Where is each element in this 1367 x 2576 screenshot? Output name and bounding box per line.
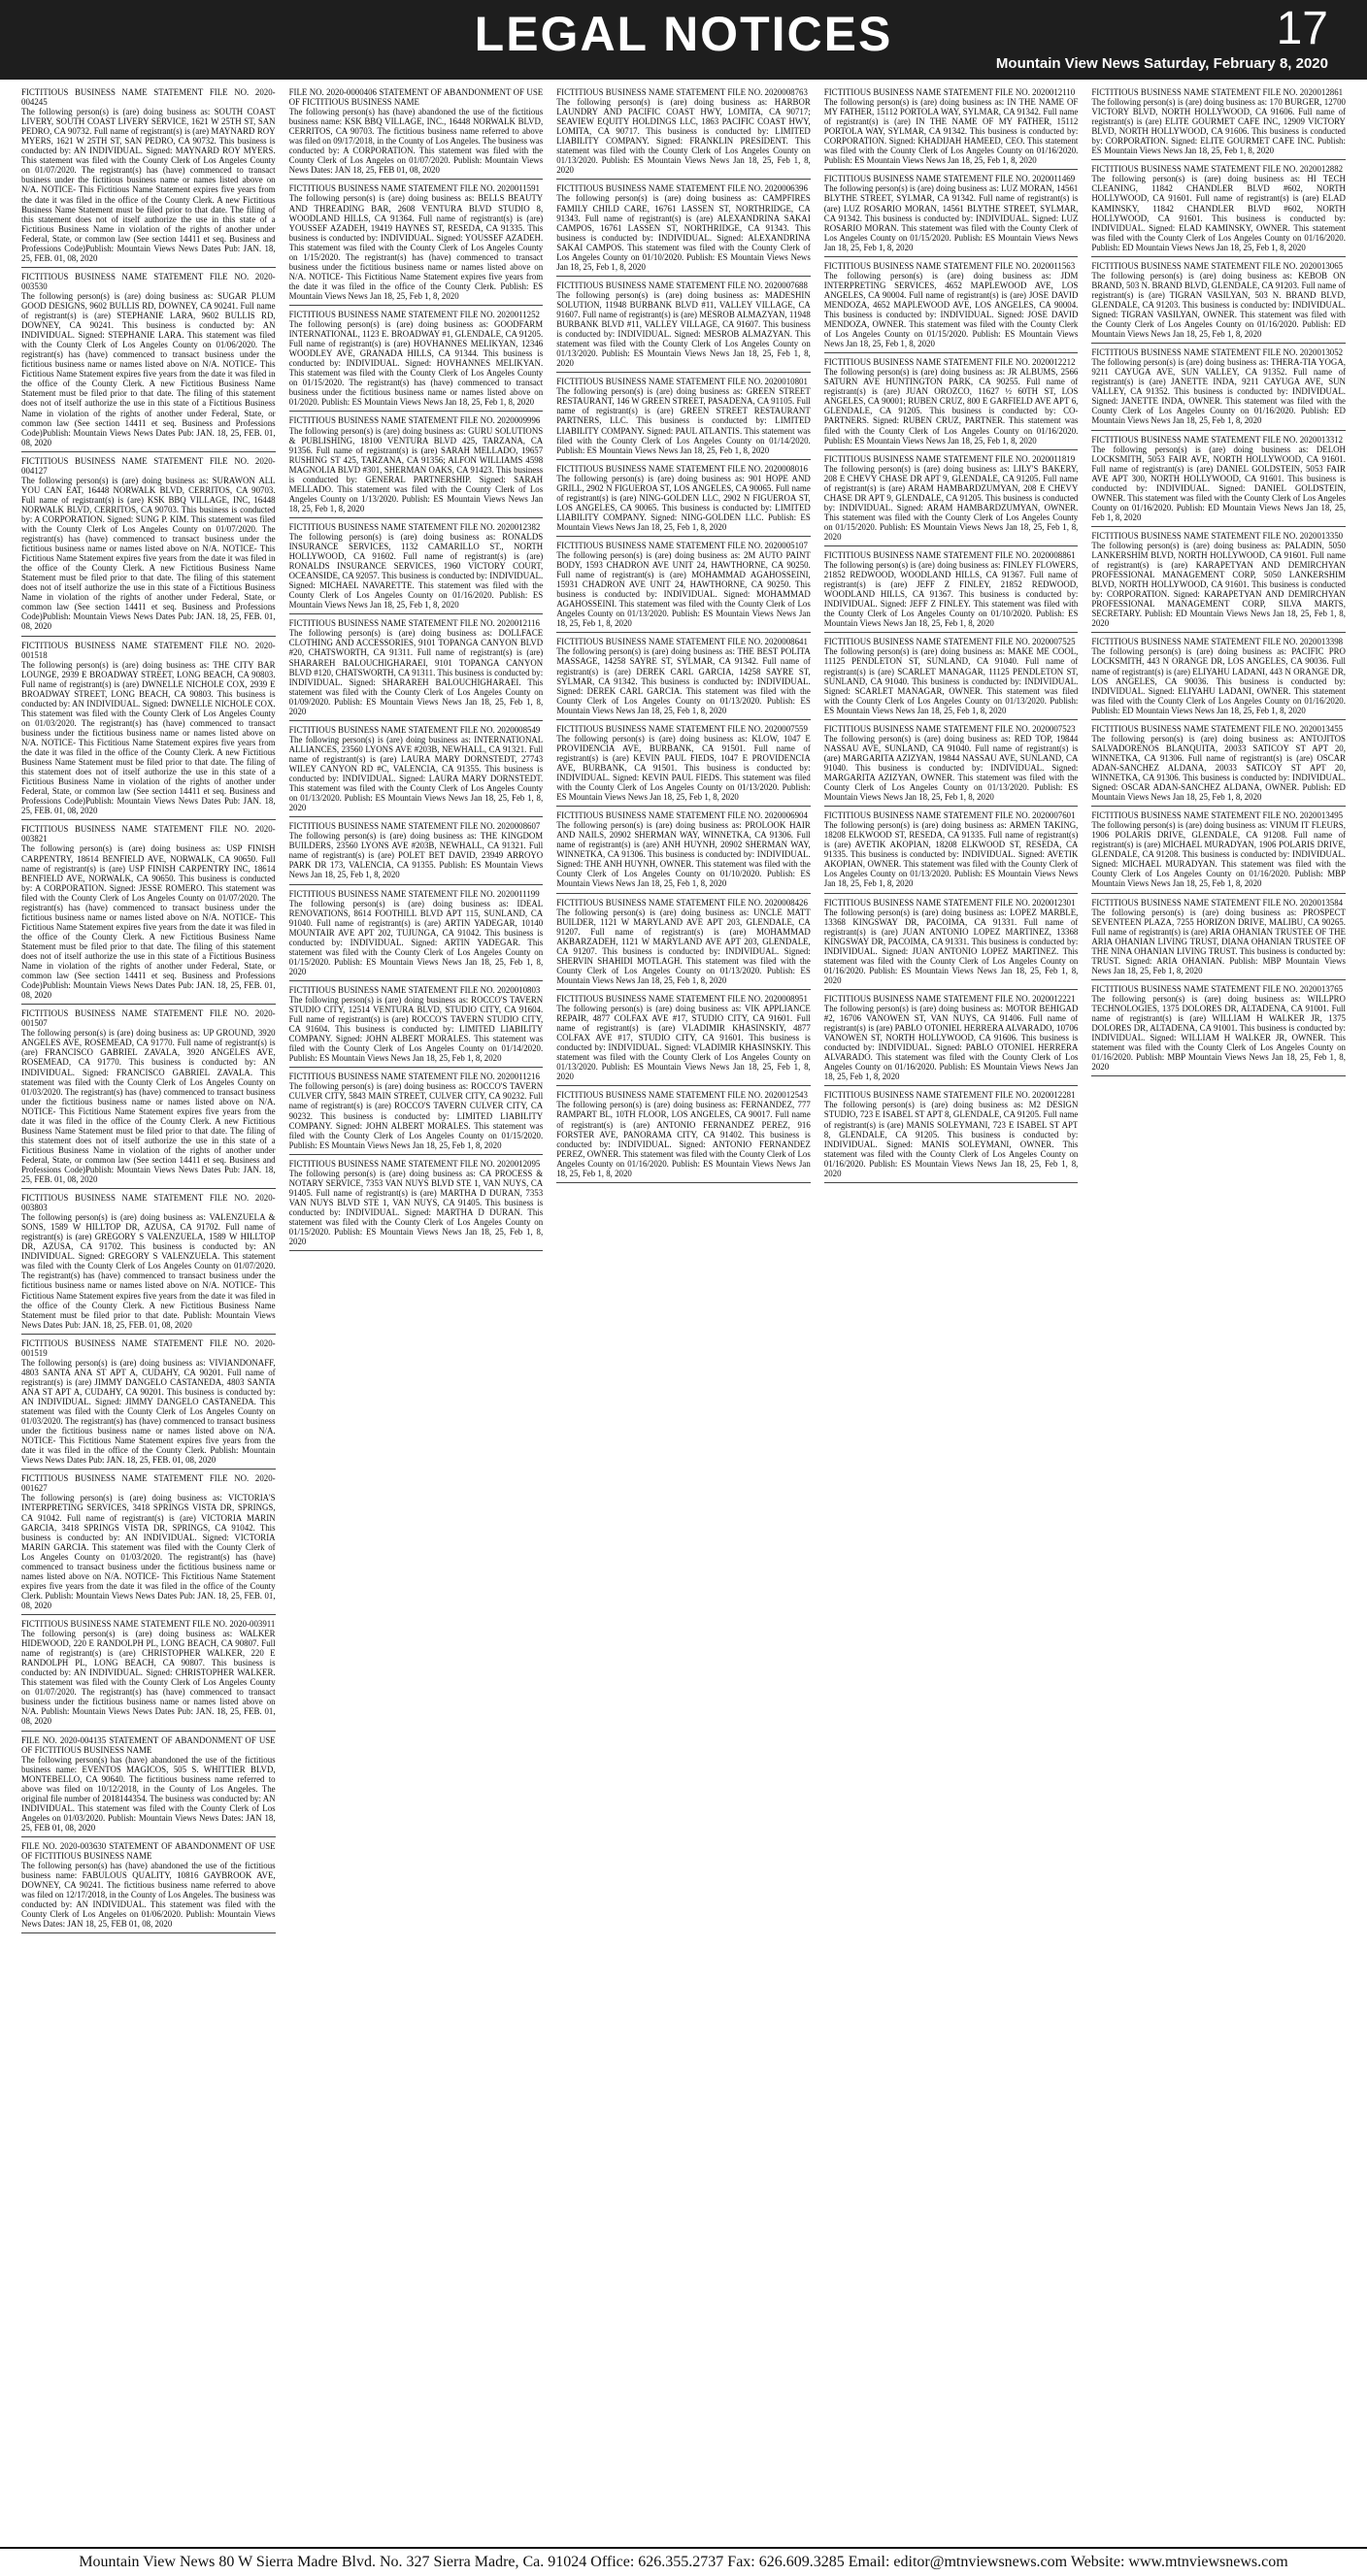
notice-divider bbox=[1091, 343, 1346, 344]
notice-body: The following person(s) is (are) doing business as: SURAWON ALL YOU CAN EAT, 16448 NORWALK BLVD, CERRITOS, CA 90703. Full name of registrant(s) is (are) KSK BBQ VILLAGE, INC, 16448 NORWALK BLVD, CERRITOS, CA 90703. This business is conducted by: A CORPORATION. Signed: SUNG P. KIM. This statement was filed with the County Clerk of Los Angeles County on 01/07/2020. The registrant(s) has (have) commenced to transact business under the fictitious business name or names listed above on N/A. NOTICE- This Fictitious Name Statement expires five years from the date it was filed in the office of the County Clerk. A new Fictitious Business Name Statement must be filed prior to that date. The filing of this statement does not of itself authorize the use in this state of a Fictitious Business Name in violation of the rights of another under Federal, State, or common law (See section 14411 et seq. Business and Professions Code)Publish: Mountain Views News Dates Pub: JAN. 18, 25, FEB. 01, 08, 2020 bbox=[21, 475, 276, 632]
notice-header: FICTITIOUS BUSINESS NAME STATEMENT FILE NO. 2020-001518 bbox=[21, 640, 276, 660]
notice-body: The following person(s) is (are) doing business as: ARMEN TAKING, 18208 ELKWOOD ST, RESEDA, CA 91335. Full name of registrant(s) is (are) AVETIK AKOPIAN, 18208 ELKWOOD ST, RESEDA, CA 91335. This business is conducted by: INDIVIDUAL. Signed: AVETIK AKOPIAN, OWNER. This statement was filed with the County Clerk of Los Angeles County on 01/13/2020. Publish: ES Mountain Views News Jan 18, 25, Feb 1, 8, 2020 bbox=[823, 820, 1079, 889]
notice-divider bbox=[1091, 1075, 1346, 1076]
notice-body: The following person(s) is (are) doing business as: IDEAL RENOVATIONS, 8614 FOOTHILL BLVD APT 115, SUNLAND, CA 91040. Full name of registrant(s) is (are) ARTIN YADEGAR, 10140 MOUNTAIR AVE APT 202, TUJUNGA, CA 91042. This business is conducted by: INDIVIDUAL. Signed: ARTIN YADEGAR. This statement was filed with the County Clerk of Los Angeles County on 01/15/2020. Publish: ES Mountain Views News Jan 18, 25, Feb 1, 8, 2020 bbox=[288, 898, 544, 976]
notice-header: FICTITIOUS BUSINESS NAME STATEMENT FILE NO. 2020006396 bbox=[556, 183, 808, 194]
notice-divider bbox=[21, 267, 276, 268]
legal-notice bbox=[556, 1090, 811, 1177]
notice-divider bbox=[556, 893, 811, 894]
notice-divider bbox=[289, 884, 544, 885]
notice-body: The following person(s) is (are) doing business as: WILLPRO TECHNOLOGIES, 1375 DOLORES DR, ALTADENA, CA 91001. Full name of registrant(s) is (are) WILLIAM H WALKER JR, 1375 DOLORES DR, ALTADENA, CA 91001. This business is conducted by: INDIVIDUAL. Signed: WILLIAM H WALKER JR, OWNER. This statement was filed with the County Clerk of Los Angeles County on 01/16/2020. Publish: MBP Mountain Views News Jan 18, 25, Feb 1, 8, 2020 bbox=[1091, 993, 1346, 1073]
notice-header: FICTITIOUS BUSINESS NAME STATEMENT FILE NO. 2020012281 bbox=[823, 1090, 1076, 1101]
notice-divider bbox=[824, 893, 1079, 894]
notice-header: FICTITIOUS BUSINESS NAME STATEMENT FILE NO. 2020007523 bbox=[823, 723, 1076, 734]
notice-header: FICTITIOUS BUSINESS NAME STATEMENT FILE NO. 2020012861 bbox=[1091, 87, 1344, 97]
notice-divider bbox=[1091, 719, 1346, 720]
notice-divider bbox=[824, 256, 1079, 257]
notice-divider bbox=[556, 719, 811, 720]
notice-divider bbox=[1091, 806, 1346, 807]
notice-header: FICTITIOUS BUSINESS NAME STATEMENT FILE NO. 2020013350 bbox=[1091, 530, 1344, 541]
legal-notice bbox=[1091, 531, 1346, 628]
notice-header: FICTITIOUS BUSINESS NAME STATEMENT FILE NO. 2020008607 bbox=[288, 821, 541, 832]
legal-notice bbox=[289, 522, 544, 610]
notice-divider bbox=[824, 169, 1079, 170]
legal-notice bbox=[289, 725, 544, 812]
legal-notice bbox=[556, 637, 811, 714]
legal-notice bbox=[289, 1072, 544, 1149]
notice-divider bbox=[289, 720, 544, 721]
notice-divider bbox=[21, 636, 276, 637]
notice-body: The following person(s) is (are) doing business as: 2M AUTO PAINT BODY, 1593 CHADRON AVE UNIT 24, HAWTHORNE, CA 90250. Full name of registrant(s) is (are) MOHAMMAD AGAHOSSEINI, 15931 CHADRON AVE UNIT 24, HAWTHORNE, CA 90250. This business is conducted by: INDIVIDUAL. Signed: MOHAMMAD AGAHOSSEINI. This statement was filed with the County Clerk of Los Angeles County on 01/13/2020. Publish: ES Mountain Views News Jan 18, 25, Feb 1, 8, 2020 bbox=[556, 550, 811, 629]
notice-header: FICTITIOUS BUSINESS NAME STATEMENT FILE NO. 2020-001519 bbox=[21, 1338, 276, 1358]
notice-header: FICTITIOUS BUSINESS NAME STATEMENT FILE NO. 2020012095 bbox=[288, 1158, 541, 1169]
notice-header: FICTITIOUS BUSINESS NAME STATEMENT FILE NO. 2020007688 bbox=[556, 280, 808, 290]
notice-body: The following person(s) is (are) doing business as: ROCCO'S TAVERN STUDIO CITY, 12514 VENTURA BLVD, STUDIO CITY, CA 91604. Full name of registrant(s) is (are) ROCCO'S TAVERN STUDIO CITY, CA 91604. This business is conducted by: LIMITED LIABILITY COMPANY. Signed: JOHN ALBERT MORALES. This statement was filed with the County Clerk of Los Angeles County on 01/14/2020. Publish: ES Mountain Views News Jan 18, 25, Feb 1, 8, 2020 bbox=[288, 994, 544, 1064]
legal-notice bbox=[824, 550, 1079, 628]
notice-body: The following person(s) is (are) doing business as: DOLLFACE CLOTHING AND ACCESSORIES, 9101 TOPANGA CANYON BLVD #20, CHATSWORTH, CA 91311. Full name of registrant(s) is (are) SHARAREH BALOUCHIGHARAEI, 9101 TOPANGA CANYON BLVD #120, CHATSWORTH, CA 91311. This business is conducted by: INDIVIDUAL. Signed: SHARAREH BALOUCHIGHARAEI. This statement was filed with the County Clerk of Los Angeles County on 01/09/2020. Publish: ES Mountain Views News Jan 18, 25, Feb 1, 8, 2020 bbox=[288, 628, 544, 716]
notice-header: FICTITIOUS BUSINESS NAME STATEMENT FILE NO. 2020008641 bbox=[556, 637, 808, 647]
notice-divider bbox=[824, 1182, 1079, 1183]
notice-body: The following person(s) is (are) doing business as: MAKE ME COOL, 11125 PENDLETON ST, SUNLAND, CA 91040. Full name of registrant(s) is (are) SCARLET MANAGAR, 11125 PENDLETON ST, SUNLAND, CA 91040. This business is conducted by: INDIVIDUAL. Signed: SCARLET MANAGAR, OWNER. This statement was filed with the County Clerk of Los Angeles County on 01/13/2020. Publish: ES Mountain Views News Jan 18, 25, Feb 1, 8, 2020 bbox=[823, 646, 1079, 715]
notice-columns bbox=[21, 87, 1346, 2543]
notice-body: The following person(s) is (are) doing business as: ANTOJITOS SALVADORENOS BLANQUITA, 20033 SATICOY ST APT 20, WINNETKA, CA 91306. Full name of registrant(s) is (are) OSCAR ADAN-SANCHEZ ALDANA, 20033 SATICOY ST APT 20, WINNETKA, CA 91306. This business is conducted by: INDIVIDUAL. Signed: OSCAR ADAN-SANCHEZ ALDANA, OWNER. Publish: ED Mountain Views News Jan 18, 25, Feb 1, 8, 2020 bbox=[1091, 733, 1346, 803]
legal-notice bbox=[556, 724, 811, 802]
notice-header: FICTITIOUS BUSINESS NAME STATEMENT FILE NO. 2020011563 bbox=[823, 260, 1076, 271]
legal-notice bbox=[289, 985, 544, 1063]
legal-notice bbox=[289, 183, 544, 301]
notice-header: FICTITIOUS BUSINESS NAME STATEMENT FILE NO. 2020-004127 bbox=[21, 455, 276, 476]
notice-header: FICTITIOUS BUSINESS NAME STATEMENT FILE NO. 2020012543 bbox=[556, 1090, 808, 1101]
legal-notice bbox=[21, 1841, 276, 1929]
notice-header: FICTITIOUS BUSINESS NAME STATEMENT FILE NO. 2020012212 bbox=[823, 357, 1076, 368]
notice-divider bbox=[1091, 893, 1346, 894]
notice-header: FICTITIOUS BUSINESS NAME STATEMENT FILE NO. 2020008426 bbox=[556, 897, 808, 908]
legal-notice bbox=[21, 824, 276, 1000]
legal-notice bbox=[21, 1338, 276, 1466]
notice-divider bbox=[21, 1932, 276, 1933]
notice-divider bbox=[289, 816, 544, 817]
legal-notice bbox=[289, 821, 544, 879]
notice-header: FICTITIOUS BUSINESS NAME STATEMENT FILE NO. 2020-004245 bbox=[21, 87, 276, 108]
notice-body: The following person(s) is (are) doing business as: ROCCO'S TAVERN CULVER CITY, 5843 MAIN STREET, CULVER CITY, CA 90232. Full name of registrant(s) is (are) ROCCO'S TAVERN CULVER CITY, CA 90232. This business is conducted by: LIMITED LIABILITY COMPANY. Signed: JOHN ALBERT MORALES. This statement was filed with the County Clerk of Los Angeles County on 01/15/2020. Publish: ES Mountain Views News Jan 18, 25, Feb 1, 8, 2020 bbox=[288, 1081, 544, 1150]
notice-divider bbox=[21, 819, 276, 820]
notice-header: FICTITIOUS BUSINESS NAME STATEMENT FILE NO. 2020011469 bbox=[823, 174, 1076, 184]
page-footer: Mountain View News 80 W Sierra Madre Blvd. No. 327 Sierra Madre, Ca. 91024 Office: 626.355.2737 Fax: 626.609.3285 Email: editor@mtnviewsnews.com Website: www.mtnviewsnews.com bbox=[0, 2547, 1367, 2576]
notice-body: The following person(s) is (are) doing business as: VINUM IT FLEURS, 1906 POLARIS DRIVE, GLENDALE, CA 91208. Full name of registrant(s) is (are) MICHAEL MURADYAN, 1906 POLARIS DRIVE, GLENDALE, CA 91208. This business is conducted by: INDIVIDUAL. Signed: MICHAEL MURADYAN. This statement was filed with the County Clerk of Los Angeles County on 01/16/2020. Publish: MBP Mountain Views News Jan 18, 25, Feb 1, 8, 2020 bbox=[1091, 820, 1346, 889]
paper-date-line: Mountain View News Saturday, February 8, 2020 bbox=[995, 55, 1328, 72]
notice-body: The following person(s) is (are) doing business as: DELOH LOCKSMITH, 5053 FAIR AVE, NORTH HOLLYWOOD, CA 91601. Full name of registrant(s) is (are) DANIEL GOLDSTEIN, 5053 FAIR AVE APT 300, NORTH HOLLYWOOD, CA 91601. This business is conducted by: INDIVIDUAL. Signed: DANIEL GOLDSTEIN, OWNER. This statement was filed with the County Clerk of Los Angeles County on 01/16/2020. Publish: ED Mountain Views News Jan 18, 25, Feb 1, 8, 2020 bbox=[1091, 444, 1346, 522]
notice-header: FICTITIOUS BUSINESS NAME STATEMENT FILE NO. 2020-001627 bbox=[21, 1473, 276, 1494]
page-number: 17 bbox=[1276, 3, 1328, 54]
notice-divider bbox=[289, 1154, 544, 1155]
legal-notice bbox=[21, 1619, 276, 1727]
notice-body: The following person(s) is (are) doing business as: GURU SOLUTIONS & PUBLISHING, 18100 VENTURA BLVD 425, TARZANA, CA 91356. Full name of registrant(s) is (are) SARAH MELLADO, 19657 RUSHING ST 425, TARZANA, CA 91356; ALFON WILLIAMS 4598 MAGNOLIA BLVD #301, SHERMAN OAKS, CA 91423. This business is conducted by: GENERAL PARTNERSHIP. Signed: SARAH MELLADO. This statement was filed with the County Clerk of Los Angeles County on 1/13/2020. Publish: ES Mountain Views News Jan 18, 25, Feb 1, 8, 2020 bbox=[288, 425, 544, 513]
legal-notice bbox=[556, 183, 811, 271]
notice-body: The following person(s) is (are) doing business as: IN THE NAME OF MY FATHER, 15112 PORTOLA WAY, SYLMAR, CA 91342. Full name of registrant(s) is (are) IN THE NAME OF MY FATHER, 15112 PORTOLA WAY, SYLMAR, CA 91342. This business is conducted by: CORPORATION. Signed: KHADIJAH HAMEED, CEO. This statement was filed with the County Clerk of Los Angeles County on 01/16/2020. Publish: ES Mountain Views News Jan 18, 25, Feb 1, 8, 2020 bbox=[823, 97, 1079, 166]
notice-header: FICTITIOUS BUSINESS NAME STATEMENT FILE NO. 2020007559 bbox=[556, 723, 808, 734]
section-title: LEGAL NOTICES bbox=[474, 7, 893, 61]
notice-body: The following person(s) is (are) doing business as: INTERNATIONAL ALLIANCES, 23560 LYONS AVE #203B, NEWHALL, CA 91321. Full name of registrant(s) is (are) LAURA MARY DORNSTEDT, 27743 WILEY CANYON RD #C, VALENCIA, CA 91355. This business is conducted by: INDIVIDUAL. Signed: LAURA MARY DORNSTEDT. This statement was filed with the County Clerk of Los Angeles County on 01/13/2020. Publish: ES Mountain Views News Jan 18, 25, Feb 1, 8, 2020 bbox=[288, 734, 544, 813]
notice-body: The following person(s) is (are) doing business as: GREEN STREET RESTAURANT, 146 W GREEN STREET, PASADENA, CA 91105. Full name of registrant(s) is (are) GREEN STREET RESTAURANT PARTNERS, LLC. This business is conducted by: LIMITED LIABILITY COMPANY. Signed: PAUL ATLANTIS. This statement was filed with the County Clerk of Los Angeles County on 01/14/2020. Publish: ES Mountain Views News Jan 18, 25, Feb 1, 8, 2020 bbox=[556, 386, 811, 455]
notice-header: FICTITIOUS BUSINESS NAME STATEMENT FILE NO. 2020013584 bbox=[1091, 897, 1344, 908]
notice-header: FICTITIOUS BUSINESS NAME STATEMENT FILE NO. 2020008763 bbox=[556, 87, 808, 97]
legal-notice bbox=[21, 1473, 276, 1610]
notice-header: FICTITIOUS BUSINESS NAME STATEMENT FILE NO. 2020010803 bbox=[288, 984, 541, 995]
legal-notice bbox=[21, 1193, 276, 1330]
notice-header: FICTITIOUS BUSINESS NAME STATEMENT FILE NO. 2020013065 bbox=[1091, 260, 1344, 271]
notice-divider bbox=[289, 179, 544, 180]
notice-divider bbox=[556, 1182, 811, 1183]
notice-body: The following person(s) is (are) doing business as: PACIFIC PRO LOCKSMITH, 443 N ORANGE DR, LOS ANGELES, CA 90036. Full name of registrant(s) is (are) ELIYAHU LADANI, 443 N ORANGE DR, LOS ANGELES, CA 90036. This business is conducted by: INDIVIDUAL. Signed: ELIYAHU LADANI, OWNER. This statement was filed with the County Clerk of Los Angeles County on 01/16/2020. Publish: ED Mountain Views News Jan 18, 25, Feb 1, 8, 2020 bbox=[1091, 646, 1346, 715]
notice-body: The following person(s) is (are) doing business as: RED TOP, 19844 NASSAU AVE, SUNLAND, CA 91040. Full name of registrant(s) is (are) MARGARITA AZIZYAN, 19844 NASSAU AVE, SUNLAND, CA 91040. This business is conducted by: INDIVIDUAL. Signed: MARGARITA AZIZYAN, OWNER. This statement was filed with the County Clerk of Los Angeles County on 01/13/2020. Publish: ES Mountain Views News Jan 18, 25, Feb 1, 8, 2020 bbox=[823, 733, 1079, 803]
notice-body: The following person(s) is (are) doing business as: LUZ MORAN, 14561 BLYTHE STREET, SYLMAR, CA 91342. Full name of registrant(s) is (are) LUZ ROSARIO MORAN, 14561 BLYTHE STREET, SYLMAR, CA 91342. This business is conducted by: INDIVIDUAL. Signed: LUZ ROSARIO MORAN. This statement was filed with the County Clerk of Los Angeles County on 01/15/2020. Publish: ES Mountain Views News Jan 18, 25, Feb 1, 8, 2020 bbox=[823, 183, 1079, 252]
notice-header: FICTITIOUS BUSINESS NAME STATEMENT FILE NO. 2020011199 bbox=[288, 888, 540, 899]
legal-notice bbox=[556, 898, 811, 985]
notice-body: The following person(s) is (are) doing business as: SOUTH COAST LIVERY, SOUTH COAST LIVERY SERVICE, 1621 W 25TH ST, SAN PEDRO, CA 90732. Full name of registrant(s) is (are) MAYNARD ROY MYERS, 1621 W 25TH ST, SAN PEDRO, CA 90732. This business is conducted by: AN INDIVIDUAL. Signed: MAYNARD ROY MYERS. This statement was filed with the County Clerk of Los Angeles County on 01/07/2020. The registrant(s) has (have) commenced to transact business under the fictitious business name or names listed above on N/A. NOTICE- This Fictitious Name Statement expires five years from the date it was filed in the office of the County Clerk. A new Fictitious Business Name Statement must be filed prior to that date. The filing of this statement does not of itself authorize the use in this state of a Fictitious Business Name in violation of the rights of another under Federal, State, or common law (See section 14411 et seq. Business and Professions Code)Publish: Mountain Views News Dates Pub: JAN. 18, 25, FEB. 01, 08, 2020 bbox=[21, 107, 276, 263]
notice-divider bbox=[824, 719, 1079, 720]
notice-divider bbox=[824, 545, 1079, 546]
masthead bbox=[0, 0, 1367, 80]
notice-body: The following person(s) has (have) abandoned the use of the fictitious business name: EVENTOS MAGICOS, 505 S. WHITTIER BLVD, MONTEBELLO, CA 90640. The fictitious business name referred to above was filed on 10/12/2018, in the County of Los Angeles. The original file number of 2018144354. The business was conducted by: AN INDIVIDUAL. This statement was filed with the County Clerk of Los Angeles on 01/03/2020. Publish: Mountain Views News Dates: JAN 18, 25, FEB 01, 08, 2020 bbox=[21, 1754, 276, 1833]
notice-body: The following person(s) is (are) doing business as: PROLOOK HAIR AND NAILS, 20902 SHERMAN WAY, WINNETKA, CA 91306. Full name of registrant(s) is (are) ANH HUYNH, 20902 SHERMAN WAY, WINNETKA, CA 91306. This business is conducted by: INDIVIDUAL. Signed: THE ANH HUYNH, OWNER. This statement was filed with the County Clerk of Los Angeles County on 01/10/2020. Publish: ES Mountain Views News Jan 18, 25, Feb 1, 8, 2020 bbox=[556, 820, 811, 889]
legal-notice bbox=[824, 724, 1079, 802]
notice-body: The following person(s) is (are) doing business as: FERNANDEZ, 777 RAMPART BL, 10TH FLOOR, LOS ANGELES, CA 90017. Full name of registrant(s) is (are) ANTONIO FERNANDEZ PEREZ, 916 FORSTER AVE, PANORAMA CITY, CA 91402. This business is conducted by: INDIVIDUAL. Signed: ANTONIO FERNANDEZ PEREZ, OWNER. This statement was filed with the County Clerk of Los Angeles County on 01/16/2020. Publish: ES Mountain Views News Jan 18, 25, Feb 1, 8, 2020 bbox=[556, 1100, 811, 1178]
notice-header: FICTITIOUS BUSINESS NAME STATEMENT FILE NO. 2020013398 bbox=[1091, 637, 1344, 647]
notice-body: The following person(s) is (are) doing business as: THE CITY BAR LOUNGE, 2939 E BROADWAY STREET, LONG BEACH, CA 90803. Full name of registrant(s) is (are) DWNELLE NICHOLE COX, 2939 E BROADWAY STREET, LONG BEACH, CA 90803. This business is conducted by: AN INDIVIDUAL. Signed: DWNELLE NICHOLE COX. This statement was filed with the County Clerk of Los Angeles County on 01/03/2020. The registrant(s) has (have) commenced to transact business under the fictitious business name or names listed above on N/A. NOTICE- This Fictitious Name Statement expires five years from the date it was filed in the office of the County Clerk. A new Fictitious Business Name Statement must be filed prior to that date. The filing of this statement does not of itself authorize the use in this state of a Fictitious Business Name in violation of the rights of another under Federal, State, or common law (See section 14411 et seq. Business and Professions Code)Publish: Mountain Views News Dates Pub: JAN. 18, 25, FEB. 01, 08, 2020 bbox=[21, 659, 276, 816]
notice-header: FICTITIOUS BUSINESS NAME STATEMENT FILE NO. 2020010801 bbox=[556, 377, 808, 387]
notice-body: The following person(s) is (are) doing business as: JR ALBUMS, 2566 SATURN AVE HUNTINGTON PARK, CA 90255. Full name of registrant(s) is (are) JUAN OROZCO, 11627 ½ 60TH ST, LOS ANGELES, CA 90001; RUBEN CRUZ, 800 E GARFIELD AVE APT 6, GLENDALE, CA 91205. This business is conducted by: CO-PARTNERS. Signed: RUBEN CRUZ, PARTNER. This statement was filed with the County Clerk of Los Angeles County on 01/16/2020. Publish: ES Mountain Views News Jan 18, 25, Feb 1, 8, 2020 bbox=[823, 367, 1079, 446]
legal-notice bbox=[21, 1008, 276, 1184]
legal-notice bbox=[556, 377, 811, 454]
column-5 bbox=[1091, 87, 1346, 2543]
notice-divider bbox=[21, 451, 276, 452]
notice-header: FICTITIOUS BUSINESS NAME STATEMENT FILE NO. 2020007525 bbox=[823, 637, 1076, 647]
notice-divider bbox=[824, 1085, 1079, 1086]
notice-body: The following person(s) is (are) doing business as: VICTORIA'S INTERPRETING SERVICES, 3418 SPRINGS VISTA DR, SPRINGS, CA 91042. Full name of registrant(s) is (are) VICTORIA MARIN GARCIA, 3418 SPRINGS VISTA DR, SPRINGS, CA 91042. This business is conducted by: AN INDIVIDUAL. Signed: VICTORIA MARIN GARCIA. This statement was filed with the County Clerk of Los Angeles County on 01/03/2020. The registrant(s) has (have) commenced to transact business under the fictitious business name or names listed above on N/A. NOTICE- This Fictitious Name Statement expires five years from the date it was filed in the office of the County Clerk. Publish: Mountain Views News Dates Pub: JAN. 18, 25, FEB. 01, 08, 2020 bbox=[21, 1493, 276, 1610]
notice-divider bbox=[21, 1614, 276, 1615]
legal-notice bbox=[824, 994, 1079, 1081]
notice-body: The following person(s) is (are) doing business as: USP FINISH CARPENTRY, 18614 BENFIELD AVE, NORWALK, CA 90650. Full name of registrant(s) is (are) USP FINISH CARPENTRY INC, 18614 BENFIELD AVE, NORWALK, CA 90650. This business is conducted by: A CORPORATION. Signed: JESSE ROMERO. This statement was filed with the County Clerk of Los Angeles County on 01/07/2020. The registrant(s) has (have) commenced to transact business under the fictitious business name or names listed above on N/A. NOTICE- This Fictitious Name Statement expires five years from the date it was filed in the office of the County Clerk. A new Fictitious Business Name Statement must be filed prior to that date. The filing of this statement does not of itself authorize the use in this state of a Fictitious Business Name in violation of the rights of another under Federal, State, or common law (See section 14411 et seq. Business and Professions Code)Publish: Mountain Views News Dates Pub: JAN. 18, 25, FEB. 01, 08, 2020 bbox=[21, 843, 276, 1001]
notice-header: FICTITIOUS BUSINESS NAME STATEMENT FILE NO. 2020006904 bbox=[556, 810, 808, 821]
notice-body: The following person(s) is (are) doing business as: THERA-TIA YOGA, 9211 CAYUGA AVE, SUN VALLEY, CA 91352. Full name of registrant(s) is (are) JANETTE INDA, 9211 CAYUGA AVE, SUN VALLEY, CA 91352. This business is conducted by: INDIVIDUAL. Signed: JANETTE INDA, OWNER. This statement was filed with the County Clerk of Los Angeles County on 01/16/2020. Publish: ED Mountain Views News Jan 18, 25, Feb 1, 8, 2020 bbox=[1091, 357, 1346, 426]
notice-header: FICTITIOUS BUSINESS NAME STATEMENT FILE NO. 2020-003821 bbox=[21, 824, 276, 844]
notice-divider bbox=[556, 459, 811, 460]
legal-notice bbox=[21, 272, 276, 447]
legal-notice bbox=[289, 415, 544, 512]
notice-header: FICTITIOUS BUSINESS NAME STATEMENT FILE NO. 2020008951 bbox=[556, 993, 808, 1004]
notice-body: The following person(s) is (are) doing business as: THE KINGDOM BUILDERS, 23560 LYONS AVE #203B, NEWHALL, CA 91321. Full name of registrant(s) is (are) POLET BET DAVID, 23949 ARROYO PARK DR 173, VALENCIA, CA 91355. Publish: ES Mountain Views News Jan 18, 25, Feb 1, 8, 2020 bbox=[288, 831, 544, 880]
notice-body: The following person(s) is (are) doing business as: M2 DESIGN STUDIO, 723 E ISABEL ST APT 8, GLENDALE, CA 91205. Full name of registrant(s) is (are) MANIS SOLEYMANI, 723 E ISABEL ST APT 8, GLENDALE, CA 91205. This business is conducted by: INDIVIDUAL. Signed: MANIS SOLEYMANI, OWNER. This statement was filed with the County Clerk of Los Angeles County on 01/16/2020. Publish: ES Mountain Views News Jan 18, 25, Feb 1, 8, 2020 bbox=[823, 1100, 1079, 1178]
legal-notice bbox=[556, 281, 811, 368]
legal-notice bbox=[824, 87, 1079, 165]
notice-header: FICTITIOUS BUSINESS NAME STATEMENT FILE NO. 2020011216 bbox=[288, 1072, 540, 1082]
notice-body: The following person(s) is (are) doing business as: PROSPECT SEVENTEEN PLAZA, 7255 HORIZON DRIVE, MALIBU, CA 90265. Full name of registrant(s) is (are) ARIA OHANIAN TRUSTEE OF THE ARIA OHANIAN LIVING TRUST, DIANA OHANIAN TRUSTEE OF THE NINA OHANIAN LIVING TRUST. This business is conducted by: TRUST. Signed: ARIA OHANIAN. Publish: MBP Mountain Views News Jan 18, 25, Feb 1, 8, 2020 bbox=[1091, 907, 1346, 975]
legal-notice bbox=[21, 641, 276, 816]
notice-header: FICTITIOUS BUSINESS NAME STATEMENT FILE NO. 2020013312 bbox=[1091, 434, 1344, 445]
legal-notice bbox=[824, 357, 1079, 445]
notice-body: The following person(s) is (are) doing business as: GOODFARM INTERNATIONAL, 1123 E. BROADWAY #1, GLENDALE, CA 91205. Full name of registrant(s) is (are) HOVHANNES MELIKYAN, 12346 WOODLEY AVE, GRANADA HILLS, CA 91344. This business is conducted by: INDIVIDUAL. Signed: HOVHANNES MELIKYAN. This statement was filed with the County Clerk of Los Angeles County on 01/15/2020. The registrant(s) has (have) commenced to transact business under the fictitious business name or names listed above on 01/2020. Publish: ES Mountain Views News Jan 18, 25, Feb 1, 8, 2020 bbox=[288, 319, 544, 408]
notice-header: FICTITIOUS BUSINESS NAME STATEMENT FILE NO. 2020011819 bbox=[823, 453, 1076, 464]
notice-header: FICTITIOUS BUSINESS NAME STATEMENT FILE NO. 2020013765 bbox=[1091, 983, 1344, 994]
notice-divider bbox=[556, 1085, 811, 1086]
notice-divider bbox=[21, 1004, 276, 1005]
notice-header: FICTITIOUS BUSINESS NAME STATEMENT FILE NO. 2020012116 bbox=[288, 618, 540, 629]
legal-notice bbox=[824, 1090, 1079, 1177]
legal-notice bbox=[289, 1159, 544, 1246]
notice-body: The following person(s) is (are) doing business as: UNCLE MATT BUILDER, 1121 W MARYLAND AVE APT 203, GLENDALE, CA 91207. Full name of registrant(s) is (are) MOHAMMAD AKBARZADEH, 1121 W MARYLAND AVE APT 203, GLENDALE, CA 91207. This business is conducted by: INDIVIDUAL. Signed: SHERVIN SHAHIDI MOTLAGH. This statement was filed with the County Clerk of Los Angeles County on 01/13/2020. Publish: ES Mountain Views News Jan 18, 25, Feb 1, 8, 2020 bbox=[556, 907, 811, 985]
notice-divider bbox=[21, 1334, 276, 1335]
legal-notice bbox=[1091, 724, 1346, 802]
legal-notice bbox=[21, 456, 276, 632]
notice-header: FICTITIOUS BUSINESS NAME STATEMENT FILE NO. 2020005107 bbox=[556, 540, 808, 550]
notice-body: The following person(s) is (are) doing business as: BELLS BEAUTY AND THREADING BAR, 2608 VENTURA BLVD STUDIO 8, WOODLAND HILLS, CA 91364. Full name of registrant(s) is (are) YOUSSEF AZADEH, 19419 HAYNES ST, RESEDA, CA 91335. This business is conducted by: INDIVIDUAL. Signed: YOUSSEF AZADEH. This statement was filed with the County Clerk of Los Angeles County on 1/15/2020. The registrant(s) has (have) commenced to transact business under the fictitious business name or names listed above on N/A. NOTICE- This Fictitious Name Statement expires five years from the date it was filed in the office of the County Clerk. Publish: ES Mountain Views News Jan 18, 25, Feb 1, 8, 2020 bbox=[288, 193, 544, 301]
column-4 bbox=[824, 87, 1079, 2543]
notice-header: FICTITIOUS BUSINESS NAME STATEMENT FILE NO. 2020011252 bbox=[288, 309, 540, 319]
notice-divider bbox=[556, 632, 811, 633]
notice-header: FICTITIOUS BUSINESS NAME STATEMENT FILE NO. 2020013495 bbox=[1091, 810, 1344, 821]
legal-notice bbox=[289, 87, 544, 175]
legal-notice bbox=[824, 454, 1079, 542]
notice-body: The following person(s) is (are) doing business as: VIK APPLIANCE REPAIR, 4877 COLFAX AVE #17, STUDIO CITY, CA 91601. Full name of registrant(s) is (are) VLADIMIR KHASINSKIY, 4877 COLFAX AVE #17, STUDIO CITY, CA 91601. This business is conducted by: INDIVIDUAL. Signed: VLADIMIR KHASINSKIY. This statement was filed with the County Clerk of Los Angeles County on 01/13/2020. Publish: ES Mountain Views News Jan 18, 25, Feb 1, 8, 2020 bbox=[556, 1003, 811, 1082]
notice-header: FICTITIOUS BUSINESS NAME STATEMENT FILE NO. 2020-003803 bbox=[21, 1193, 276, 1213]
notice-header: FICTITIOUS BUSINESS NAME STATEMENT FILE NO. 2020007601 bbox=[823, 810, 1076, 821]
legal-notice bbox=[1091, 347, 1346, 425]
notice-divider bbox=[1091, 256, 1346, 257]
notice-body: The following person(s) is (are) doing business as: SUGAR PLUM GOOD DESIGNS, 9602 BULLIS RD, DOWNEY, CA 90241. Full name of registrant(s) is (are) STEPHANIE LARA, 9602 BULLIS RD, DOWNEY, CA 90241. This business is conducted by: AN INDIVIDUAL. Signed: STEPHANIE LARA. This statement was filed with the County Clerk of Los Angeles County on 01/06/2020. The registrant(s) has (have) commenced to transact business under the fictitious business name or names listed above on N/A. NOTICE- This Fictitious Name Statement expires five years from the date it was filed in the office of the County Clerk. A new Fictitious Business Name Statement must be filed prior to that date. The filing of this statement does not of itself authorize the use in this state of a Fictitious Business Name in violation of the rights of another under Federal, State, or common law (See section 14411 et seq. Business and Professions Code)Publish: Mountain Views News Dates Pub: JAN. 18, 25, FEB. 01, 08, 2020 bbox=[21, 290, 276, 447]
notice-divider bbox=[289, 1067, 544, 1068]
notice-body: The following person(s) is (are) doing business as: 901 HOPE AND GRILL, 2902 N FIGUEROA ST, LOS ANGELES, CA 90065. Full name of registrant(s) is (are) NING-GOLDEN LLC, 2902 N FIGUEROA ST, LOS ANGELES, CA 90065. This business is conducted by: LIMITED LIABILITY COMPANY. Signed: NING-GOLDEN LLC. Publish: ES Mountain Views News Jan 18, 25, Feb 1, 8, 2020 bbox=[556, 473, 811, 532]
notice-divider bbox=[289, 613, 544, 614]
notice-divider bbox=[556, 179, 811, 180]
notice-body: The following person(s) is (are) doing business as: WALKER HIDEWOOD, 220 E RANDOLPH PL, LONG BEACH, CA 90807. Full name of registrant(s) is (are) CHRISTOPHER WALKER, 220 E RANDOLPH PL, LONG BEACH, CA 90807. This business is conducted by: AN INDIVIDUAL. Signed: CHRISTOPHER WALKER. This statement was filed with the County Clerk of Los Angeles County on 01/07/2020. The registrant(s) has (have) commenced to transact business under the fictitious business name or names listed above on N/A. Publish: Mountain Views News Dates Pub: JAN. 18, 25, FEB. 01, 08, 2020 bbox=[21, 1629, 276, 1727]
legal-notice bbox=[1091, 984, 1346, 1072]
notice-header: FICTITIOUS BUSINESS NAME STATEMENT FILE NO. 2020012882 bbox=[1091, 164, 1344, 175]
legal-notice bbox=[824, 261, 1079, 348]
legal-notice bbox=[289, 618, 544, 715]
notice-body: The following person(s) has (have) abandoned the use of the fictitious business name: KSK BBQ VILLAGE, INC., 16448 NORWALK BLVD, CERRITOS, CA 90703. The fictitious business name referred to above was filed on 09/17/2018, in the County of Los Angeles. The business was conducted by: A CORPORATION. This statement was filed with the County Clerk of Los Angeles on 01/07/2020. Publish: Mountain Views News Dates: JAN 18, 25, FEB 01, 08, 2020 bbox=[288, 107, 544, 176]
notice-header: FILE NO. 2020-004135 STATEMENT OF ABANDONMENT OF USE OF FICTITIOUS BUSINESS NAME bbox=[21, 1734, 276, 1755]
notice-body: The following person(s) is (are) doing business as: CAMPFIRES FAMILY CHILD CARE, 16761 LASSEN ST, NORTHRIDGE, CA 91343. Full name of registrant(s) is (are) ALEXANDRINA SAKAI CAMPOS, 16761 LASSEN ST, NORTHRIDGE, CA 91343. This business is conducted by: INDIVIDUAL. Signed: ALEXANDRINA SAKAI CAMPOS. This statement was filed with the County Clerk of Los Angeles County on 01/10/2020. Publish: ES Mountain Views News Jan 18, 25, Feb 1, 8, 2020 bbox=[556, 193, 811, 272]
notice-body: The following person(s) is (are) doing business as: UP GROUND, 3920 ANGELES AVE, ROSEMEAD, CA 91770. Full name of registrant(s) is (are) FRANCISCO GABRIEL ZAVALA, 3920 ANGELES AVE, ROSEMEAD, CA 91770. This business is conducted by: AN INDIVIDUAL. Signed: FRANCISCO GABRIEL ZAVALA. This statement was filed with the County Clerk of Los Angeles County on 01/03/2020. The registrant(s) has (have) commenced to transact business under the fictitious business name or names listed above on N/A. NOTICE- This Fictitious Name Statement expires five years from the date it was filed in the office of the County Clerk. A new Fictitious Business Name Statement must be filed prior to that date. The filing of this statement does not of itself authorize the use in this state of a Fictitious Business Name in violation of the rights of another under Federal, State, or common law (See section 14411 et seq. Business and Professions Code)Publish: Mountain Views News Dates Pub: JAN. 18, 25, FEB. 01, 08, 2020 bbox=[21, 1028, 276, 1185]
notice-divider bbox=[1091, 159, 1346, 160]
notice-header: FICTITIOUS BUSINESS NAME STATEMENT FILE NO. 2020-001507 bbox=[21, 1008, 276, 1029]
notice-divider bbox=[824, 632, 1079, 633]
legal-notice bbox=[556, 464, 811, 532]
notice-body: The following person(s) is (are) doing business as: VALENZUELA & SONS, 1589 W HILLTOP DR, AZUSA, CA 91702. Full name of registrant(s) is (are) GREGORY S VALENZUELA, 1589 W HILLTOP DR, AZUSA, CA 91702. This business is conducted by: AN INDIVIDUAL. Signed: GREGORY S VALENZUELA. This statement was filed with the County Clerk of Los Angeles County on 01/07/2020. The registrant(s) has (have) commenced to transact business under the fictitious business name or names listed above on N/A. NOTICE- This Fictitious Name Statement expires five years from the date it was filed in the office of the County Clerk. A new Fictitious Business Name Statement must be filed prior to that date. Publish: Mountain Views News Dates Pub: JAN. 18, 25, FEB. 01, 08, 2020 bbox=[21, 1212, 276, 1330]
legal-notice bbox=[1091, 810, 1346, 888]
notice-header: FICTITIOUS BUSINESS NAME STATEMENT FILE NO. 2020013455 bbox=[1091, 723, 1344, 734]
legal-notice bbox=[1091, 637, 1346, 714]
notice-divider bbox=[289, 1250, 544, 1251]
notice-divider bbox=[556, 536, 811, 537]
legal-notice bbox=[1091, 898, 1346, 975]
notice-divider bbox=[21, 1469, 276, 1470]
notice-body: The following person(s) is (are) doing business as: THE BEST POLITA MASSAGE, 14258 SAYRE ST, SYLMAR, CA 91342. Full name of registrant(s) is (are) DEREK CARL GARCIA, 14258 SAYRE ST, SYLMAR, CA 91342. This business is conducted by: INDIVIDUAL. Signed: DEREK CARL GARCIA. This statement was filed with the County Clerk of Los Angeles County on 01/13/2020. Publish: ES Mountain Views News Jan 18, 25, Feb 1, 8, 2020 bbox=[556, 646, 811, 715]
notice-body: The following person(s) is (are) doing business as: LILY'S BAKERY, 208 E CHEVY CHASE DR APT 9, GLENDALE, CA 91205. Full name of registrant(s) is (are) ARAM HAMBARDZUMYAN, 208 E CHEVY CHASE DR APT 9, GLENDALE, CA 91205. This business is conducted by: INDIVIDUAL. Signed: ARAM HAMBARDZUMYAN, OWNER. This statement was filed with the County Clerk of Los Angeles County on 01/15/2020. Publish: ES Mountain Views News Jan 18, 25, Feb 1, 8, 2020 bbox=[823, 463, 1079, 542]
notice-divider bbox=[289, 980, 544, 981]
legal-notice bbox=[1091, 87, 1346, 155]
legal-notice bbox=[824, 637, 1079, 714]
notice-body: The following person(s) is (are) doing business as: JDM INTERPRETING SERVICES, 4652 MAPLEWOOD AVE, LOS ANGELES, CA 90004. Full name of registrant(s) is (are) JOSE DAVID MENDOZA, 4652 MAPLEWOOD AVE, LOS ANGELES, CA 90004. This business is conducted by: INDIVIDUAL. Signed: JOSE DAVID MENDOZA, OWNER. This statement was filed with the County Clerk of Los Angeles County on 01/15/2020. Publish: ES Mountain Views News Jan 18, 25, Feb 1, 8, 2020 bbox=[823, 270, 1079, 349]
notice-divider bbox=[824, 449, 1079, 450]
legal-notice bbox=[1091, 164, 1346, 251]
legal-notice bbox=[556, 810, 811, 888]
notice-header: FICTITIOUS BUSINESS NAME STATEMENT FILE NO. 2020008016 bbox=[556, 463, 808, 474]
legal-notice bbox=[556, 87, 811, 175]
legal-notice bbox=[21, 87, 276, 263]
legal-notice bbox=[21, 1735, 276, 1833]
notice-header: FICTITIOUS BUSINESS NAME STATEMENT FILE NO. 2020-003911 bbox=[21, 1618, 276, 1629]
column-2 bbox=[289, 87, 544, 2543]
notice-divider bbox=[289, 305, 544, 306]
legal-notice bbox=[1091, 435, 1346, 522]
notice-body: The following person(s) is (are) doing business as: HARBOR LAUNDRY AND PACIFIC COAST HWY, LOMITA, CA 90717; SEAVIEW EQUITY HOLDINGS LLC, 1863 PACIFIC COAST HWY, LOMITA, CA 90717. This business is conducted by: LIMITED LIABILITY COMPANY. Signed: FRANKLIN PRESIDENT. This statement was filed with the County Clerk of Los Angeles County on 01/13/2020. Publish: ES Mountain Views News Jan 18, 25, Feb 1, 8, 2020 bbox=[556, 97, 811, 176]
notice-divider bbox=[21, 1731, 276, 1732]
notice-body: The following person(s) is (are) doing business as: FINLEY FLOWERS, 21852 REDWOOD, WOODLAND HILLS, CA 91367. Full name of registrant(s) is (are) JEFF Z FINLEY, 21852 REDWOOD, WOODLAND HILLS, CA 91367. This business is conducted by: INDIVIDUAL. Signed: JEFF Z FINLEY. This statement was filed with the County Clerk of Los Angeles County on 01/10/2020. Publish: ES Mountain Views News Jan 18, 25, Feb 1, 8, 2020 bbox=[823, 560, 1079, 629]
notice-body: The following person(s) is (are) doing business as: HI TECH CLEANING, 11842 CHANDLER BLVD #602, NORTH HOLLYWOOD, CA 91601. Full name of registrant(s) is (are) ELAD KAMINSKY, 11842 CHANDLER BLVD #602, NORTH HOLLYWOOD, CA 91601. This business is conducted by: INDIVIDUAL. Signed: ELAD KAMINSKY, OWNER. This statement was filed with the County Clerk of Los Angeles County on 01/16/2020. Publish: ED Mountain Views News Jan 18, 25, Feb 1, 8, 2020 bbox=[1091, 174, 1346, 252]
notice-body: The following person(s) is (are) doing business as: MOTOR BEHIGAD #2, 16706 VANOWEN ST, VAN NUYS, CA 91406. Full name of registrant(s) is (are) PABLO OTONIEL HERRERA ALVARADO, 10706 VANOWEN ST, NORTH HOLLYWOOD, CA 91606. This business is conducted by: INDIVIDUAL. Signed: PABLO OTONIEL HERRERA ALVARADO. This statement was filed with the County Clerk of Los Angeles County on 01/16/2020. Publish: ES Mountain Views News Jan 18, 25, Feb 1, 8, 2020 bbox=[823, 1003, 1079, 1082]
legal-notice bbox=[289, 889, 544, 976]
notice-divider bbox=[824, 806, 1079, 807]
legal-notice bbox=[824, 898, 1079, 985]
notice-header: FICTITIOUS BUSINESS NAME STATEMENT FILE NO. 2020012221 bbox=[823, 993, 1076, 1004]
notice-body: The following person(s) is (are) doing business as: RONALDS INSURANCE SERVICES, 1132 CAMARILLO ST., NORTH HOLLYWOOD, CA 91602. Full name of registrant(s) is (are) RONALDS INSURANCE SERVICES, 1960 VICTORY COURT, OCEANSIDE, CA 92057. This business is conducted by: INDIVIDUAL. Signed: MICHAEL NAVARETTE. This statement was filed with the County Clerk of Los Angeles County on 01/16/2020. Publish: ES Mountain Views News Jan 18, 25, Feb 1, 8, 2020 bbox=[288, 531, 544, 611]
column-3 bbox=[556, 87, 811, 2543]
legal-notice bbox=[824, 174, 1079, 251]
legal-notice bbox=[556, 541, 811, 628]
notice-header: FICTITIOUS BUSINESS NAME STATEMENT FILE NO. 2020009996 bbox=[288, 415, 541, 426]
notice-header: FILE NO. 2020-003630 STATEMENT OF ABANDONMENT OF USE OF FICTITIOUS BUSINESS NAME bbox=[21, 1840, 276, 1862]
notice-divider bbox=[556, 989, 811, 990]
notice-divider bbox=[1091, 526, 1346, 527]
notice-header: FICTITIOUS BUSINESS NAME STATEMENT FILE NO. 2020011591 bbox=[288, 183, 540, 194]
notice-divider bbox=[21, 1836, 276, 1837]
notice-body: The following person(s) is (are) doing business as: KEBOB ON BRAND, 503 N. BRAND BLVD, GLENDALE, CA 91203. Full name of registrant(s) is (are) TIGRAN VASILYAN, 503 N. BRAND BLVD, GLENDALE, CA 91203. This business is conducted by: INDIVIDUAL. Signed: TIGRAN VASILYAN, OWNER. This statement was filed with the County Clerk of Los Angeles County on 01/16/2020. Publish: ED Mountain Views News Jan 18, 25, Feb 1, 8, 2020 bbox=[1091, 270, 1346, 340]
notice-body: The following person(s) is (are) doing business as: 170 BURGER, 12700 VICTORY BLVD, NORTH HOLLYWOOD, CA 91606. Full name of registrant(s) is (are) ELITE GOURMET CAFE INC, 12909 VICTORY BLVD, NORTH HOLLYWOOD, CA 91606. This business is conducted by: CORPORATION. Signed: ELITE GOURMET CAFE INC. Publish: ES Mountain Views News Jan 18, 25, Feb 1, 8, 2020 bbox=[1091, 97, 1346, 156]
notice-header: FICTITIOUS BUSINESS NAME STATEMENT FILE NO. 2020012110 bbox=[823, 87, 1076, 97]
notice-divider bbox=[556, 372, 811, 373]
legal-notice bbox=[824, 810, 1079, 888]
legal-notice bbox=[1091, 261, 1346, 339]
notice-divider bbox=[21, 1188, 276, 1189]
notice-body: The following person(s) is (are) doing business as: KLOW, 1047 E PROVIDENCIA AVE, BURBANK, CA 91501. Full name of registrant(s) is (are) KEVIN PAUL FIEDS, 1047 E PROVIDENCIA AVE, BURBANK, CA 91501. This business is conducted by: INDIVIDUAL. Signed: KEVIN PAUL FIEDS. This statement was filed with the County Clerk of Los Angeles County on 01/13/2020. Publish: ES Mountain Views News Jan 18, 25, Feb 1, 8, 2020 bbox=[556, 733, 811, 803]
notice-header: FILE NO. 2020-0000406 STATEMENT OF ABANDONMENT OF USE OF FICTITIOUS BUSINESS NAME bbox=[288, 87, 544, 108]
notice-divider bbox=[824, 352, 1079, 353]
notice-divider bbox=[1091, 632, 1346, 633]
notice-header: FICTITIOUS BUSINESS NAME STATEMENT FILE NO. 2020013052 bbox=[1091, 347, 1344, 358]
notice-divider bbox=[289, 517, 544, 518]
notice-header: FICTITIOUS BUSINESS NAME STATEMENT FILE NO. 2020008549 bbox=[288, 724, 541, 735]
notice-body: The following person(s) is (are) doing business as: VIVIANDONAFF, 4803 SANTA ANA ST APT A, CUDAHY, CA 90201. Full name of registrant(s) is (are) JIMMY DANGELO CASTANEDA, 4803 SANTA ANA ST APT A, CUDAHY, CA 90201. This business is conducted by: AN INDIVIDUAL. Signed: JIMMY DANGELO CASTANEDA. This statement was filed with the County Clerk of Los Angeles County on 01/03/2020. The registrant(s) has (have) commenced to transact business under the fictitious business name or names listed above on N/A. NOTICE- This Fictitious Name Statement expires five years from the date it was filed in the office of the County Clerk. Publish: Mountain Views News Dates Pub: JAN. 18, 25, FEB. 01, 08, 2020 bbox=[21, 1357, 276, 1466]
legal-notice bbox=[289, 310, 544, 407]
legal-notice bbox=[556, 994, 811, 1081]
notice-header: FICTITIOUS BUSINESS NAME STATEMENT FILE NO. 2020-003530 bbox=[21, 271, 276, 291]
notice-divider bbox=[1091, 979, 1346, 980]
notice-body: The following person(s) is (are) doing business as: CA PROCESS & NOTARY SERVICE, 7353 VAN NUYS BLVD STE 1, VAN NUYS, CA 91405. Full name of registrant(s) is (are) MARTHA D DURAN, 7353 VAN NUYS BLVD STE 1, VAN NUYS, CA 91405. This business is conducted by: INDIVIDUAL. Signed: MARTHA D DURAN. This statement was filed with the County Clerk of Los Angeles County on 01/15/2020. Publish: ES Mountain Views News Jan 18, 25, Feb 1, 8, 2020 bbox=[288, 1168, 544, 1247]
notice-body: The following person(s) is (are) doing business as: PALADIN, 5050 LANKERSHIM BLVD, NORTH HOLLYWOOD, CA 91601. Full name of registrant(s) is (are) KARAPETYAN AND DEMIRCHYAN PROFESSIONAL MANAGEMENT CORP, 5050 LANKERSHIM BLVD, NORTH HOLLYWOOD, CA 91601. This business is conducted by: CORPORATION. Signed: KARAPETYAN AND DEMIRCHYAN PROFESSIONAL MANAGEMENT CORP, SILVA MARTS, SECRETARY. Publish: ED Mountain Views News Jan 18, 25, Feb 1, 8, 2020 bbox=[1091, 540, 1346, 629]
notice-divider bbox=[289, 411, 544, 412]
notice-divider bbox=[556, 806, 811, 807]
notice-body: The following person(s) is (are) doing business as: LOPEZ MARBLE, 13368 KINGSWAY DR, PACOIMA, CA 91331. Full name of registrant(s) is (are) JUAN ANTONIO LOPEZ MARTINEZ, 13368 KINGSWAY DR, PACOIMA, CA 91331. This business is conducted by: INDIVIDUAL. Signed: JUAN ANTONIO LOPEZ MARTINEZ. This statement was filed with the County Clerk of Los Angeles County on 01/16/2020. Publish: ES Mountain Views News Jan 18, 25, Feb 1, 8, 2020 bbox=[823, 907, 1079, 985]
notice-divider bbox=[556, 276, 811, 277]
notice-divider bbox=[1091, 430, 1346, 431]
notice-divider bbox=[824, 989, 1079, 990]
notice-header: FICTITIOUS BUSINESS NAME STATEMENT FILE NO. 2020012382 bbox=[288, 521, 541, 532]
notice-header: FICTITIOUS BUSINESS NAME STATEMENT FILE NO. 2020012301 bbox=[823, 897, 1076, 908]
notice-body: The following person(s) is (are) doing business as: MADESHIN SOLUTION, 11948 BURBANK BLVD #11, VALLEY VILLAGE, CA 91607. Full name of registrant(s) is (are) MESROB ALMAZYAN, 11948 BURBANK BLVD #11, VALLEY VILLAGE, CA 91607. This business is conducted by: INDIVIDUAL. Signed: MESROB ALMAZYAN. This statement was filed with the County Clerk of Los Angeles County on 01/13/2020. Publish: ES Mountain Views News Jan 18, 25, Feb 1, 8, 2020 bbox=[556, 289, 811, 369]
notice-header: FICTITIOUS BUSINESS NAME STATEMENT FILE NO. 2020008861 bbox=[823, 550, 1076, 561]
column-1 bbox=[21, 87, 276, 2543]
notice-body: The following person(s) has (have) abandoned the use of the fictitious business name: FABULOUS QUALITY, 10816 GAYBROOK AVE, DOWNEY, CA 90241. The fictitious business name referred to above was filed on 12/17/2018, in the County of Los Angeles. The business was conducted by: AN INDIVIDUAL. This statement was filed with the County Clerk of Los Angeles on 01/06/2020. Publish: Mountain Views News Dates: JAN 18, 25, FEB 01, 08, 2020 bbox=[21, 1861, 276, 1930]
